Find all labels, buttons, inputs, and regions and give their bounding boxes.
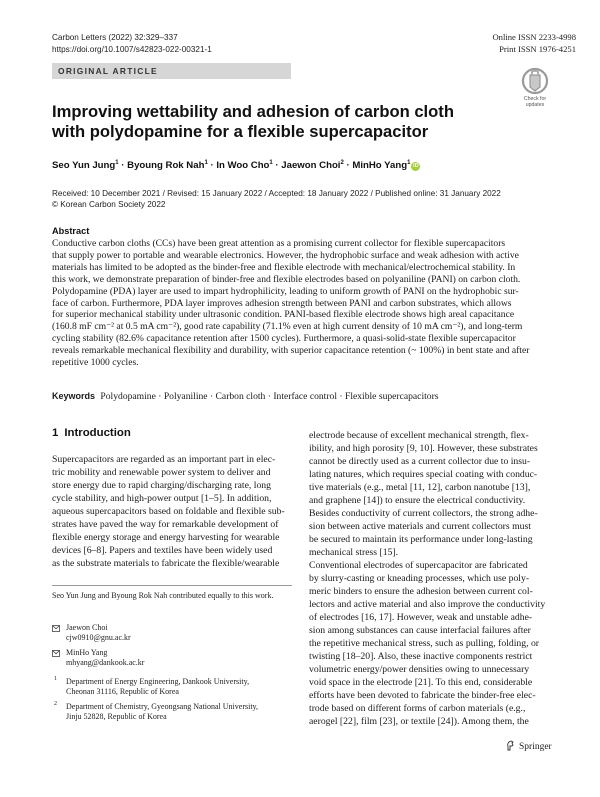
author-name[interactable]: MinHo Yang: [352, 160, 408, 172]
body-line: tive materials (e.g., metal [11, 12], carbon nanotube [13],: [309, 482, 531, 493]
affiliation-marker: 1: [204, 160, 208, 166]
check-for-updates-icon[interactable]: [517, 67, 553, 97]
doi-link[interactable]: https://doi.org/10.1007/s42823-022-00321-1: [52, 44, 212, 54]
affiliation-marker: 1: [407, 160, 411, 166]
body-line: strates have paved the way for remarkable development of: [52, 519, 279, 530]
affiliation-marker: 1: [269, 160, 273, 166]
article-title: Improving wettability and adhesion of carbon cloth with polydopamine for a flexible supercapacitor: [52, 102, 454, 141]
abstract-body: [52, 238, 552, 369]
affiliation-2-line2: Jinju 52828, Republic of Korea: [66, 712, 167, 721]
springer-horse-icon: [506, 740, 516, 751]
abstract-heading: Abstract: [52, 226, 90, 236]
affiliation-number-1: 1: [54, 676, 57, 682]
footnote-divider: [52, 585, 292, 586]
body-line: and graphene [14]) to ensure the electrical conductivity.: [309, 495, 526, 506]
author-list: Seo Yun Jung$^1$ · Byoung Rok Nah$^1$ · In Woo Cho$^1$ · Jaewon Choi$^2$ · MinHo Yang$^1$iD: [52, 160, 419, 172]
abstract-line: reveals remarkable mechanical flexibility and durability, with superior capacitance retention (~ 100%) in bent state and after: [52, 345, 530, 357]
body-line: lating natures, which requires special coating with conduc-: [309, 469, 538, 480]
article-type-badge: ORIGINAL ARTICLE: [52, 63, 291, 79]
publisher-name: Springer: [519, 742, 552, 752]
abstract-line: this work, we demonstrate preparation of binder-free and flexible electrodes based on polyaniline (PANI) on carbon cloth.: [52, 273, 521, 285]
envelope-icon: [52, 650, 60, 657]
left-column: [52, 453, 292, 570]
body-line: Conventional electrodes of supercapacitor are fabricated: [309, 560, 528, 571]
abstract-line: materials has limited to be adopted as the binder-free and flexible electrode with mechanical/electrochemical stability. In: [52, 261, 516, 273]
body-line: cycle stability, and high-power output [1–5]. In addition,: [52, 493, 272, 504]
running-header-right: [492, 32, 576, 55]
body-line: sion among substances can cause interfacial failures after: [309, 625, 531, 636]
journal-citation: Carbon Letters (2022) 32:329–337: [52, 33, 178, 42]
history-dates: Received: 10 December 2021 / Revised: 15 January 2022 / Accepted: 18 January 2022 / Published online: 31 January 2022: [52, 189, 501, 198]
copyright: © Korean Carbon Society 2022: [52, 200, 166, 209]
corresponding-author-2: MinHo Yang: [66, 648, 108, 657]
affiliation-1-line2: Cheonan 31116, Republic of Korea: [66, 687, 179, 696]
body-line: aerogel [22], film [23], or textile [24]). Among them, the: [309, 716, 529, 727]
body-line: be secured to maintain its performance under long-lasting: [309, 534, 533, 545]
affiliation-2-line1: Department of Chemistry, Gyeongsang National University,: [66, 702, 259, 711]
body-line: volumetric energy/power densities owing to unnecessary: [309, 664, 530, 675]
body-line: trode based on different forms of carbon materials (e.g.,: [309, 703, 526, 714]
abstract-line: Polydopamine (PDA) layer are used to impart hydrophilicity, leading to uniform growth of PANI on the hydrophobic sur-: [52, 285, 519, 297]
body-line: lectors and active material and also improve the conductivity: [309, 599, 546, 610]
author-name[interactable]: Seo Yun Jung: [52, 160, 116, 172]
running-header-left: [52, 32, 212, 55]
publication-dates: [52, 188, 501, 210]
body-line: electrode because of excellent mechanical strength, flex-: [309, 430, 529, 441]
body-line: flexible energy storage and energy harvesting for wearable: [52, 532, 280, 543]
section-title: Introduction: [64, 427, 131, 439]
affiliation-marker: 1: [115, 160, 119, 166]
body-line: of electrodes [16, 17]. However, weak and unstable adhe-: [309, 612, 533, 623]
email-link-1[interactable]: cjw0910@gnu.ac.kr: [66, 633, 131, 642]
body-line: efforts have been devoted to fabricate the binder-free elec-: [309, 690, 536, 701]
body-line: ibility, and high porosity [9, 10]. However, these substrates: [309, 443, 538, 454]
abstract-line: Conductive carbon cloths (CCs) have been great attention as a promising current collector for flexible supercapacitors: [52, 238, 506, 249]
abstract-line: face of carbon. Furthermore, PDA layer improves adhesion strength between PANI and carbon substrates, which allows: [52, 297, 512, 309]
equal-contribution-note: Seo Yun Jung and Byoung Rok Nah contributed equally to this work.: [52, 591, 274, 600]
orcid-icon[interactable]: iD: [413, 163, 419, 170]
abstract-line: for superior mechanical stability under ultrasonic condition. PANI-based flexible electrode shows high areal capacitance: [52, 309, 515, 321]
check-for-updates-label[interactable]: Check for updates: [523, 96, 547, 108]
abstract-line: that supply power to portable and wearable electronics. However, the hydrophobic surface and weak adhesion with active: [52, 249, 519, 261]
author-name[interactable]: Byoung Rok Nah: [127, 160, 205, 172]
body-line: void space in the electrode [21]. To this end, considerable: [309, 677, 533, 688]
body-line: as the substrate materials to fabricate the flexible/wearable: [52, 558, 280, 569]
springer-logo: [506, 740, 552, 752]
body-line: cannot be directly used as a current collector due to insu-: [309, 456, 531, 467]
abstract-line: cycling stability (82.6% capacitance retention after 1500 cycles). Furthermore, a quasi-solid-state flexible supercapacitor: [52, 333, 516, 345]
keywords: [52, 391, 439, 402]
keywords-list: Polydopamine · Polyaniline · Carbon cloth · Interface control · Flexible supercapacitors: [100, 391, 439, 402]
body-line: by slurry-casting or kneading processes, which use poly-: [309, 573, 530, 584]
body-line: store energy due to rapid charging/discharging rate, long: [52, 480, 271, 491]
body-line: mechanical stress [15].: [309, 547, 399, 558]
print-issn: Print ISSN 1976-4251: [499, 43, 576, 54]
body-line: the repetitive mechanical stress, such as pulling, folding, or: [309, 638, 540, 649]
keywords-label: Keywords: [52, 391, 96, 401]
abstract-line: repetitive 1000 cycles.: [52, 357, 139, 369]
author-name[interactable]: In Woo Cho: [216, 160, 270, 172]
body-line: tric mobility and renewable power system to deliver and: [52, 467, 271, 478]
abstract-line: (160.8 mF cm⁻² at 0.5 mA cm⁻²), good rate capability (71.1% even at high current density of 10 mA cm⁻²), and long-term: [52, 321, 523, 333]
corresponding-author-1: Jaewon Choi: [66, 623, 108, 632]
affiliation-number-2: 2: [54, 701, 57, 707]
affiliation-marker: 2: [340, 160, 344, 166]
right-column: [309, 429, 550, 728]
email-link-2[interactable]: mhyang@dankook.ac.kr: [66, 658, 145, 667]
body-line: twisting [18–20]. Also, these inactive components restrict: [309, 651, 533, 662]
body-line: aqueous supercapacitors based on foldable and flexible sub-: [52, 506, 285, 517]
online-issn: Online ISSN 2233-4998: [492, 32, 576, 42]
body-line: Supercapacitors are regarded as an important part in elec-: [52, 454, 276, 465]
body-line: Besides conductivity of current collectors, the strong adhe-: [309, 508, 538, 519]
body-line: meric binders to ensure the adhesion between current col-: [309, 586, 533, 597]
body-line: devices [6–8]. Papers and textiles have been widely used: [52, 545, 273, 556]
envelope-icon: [52, 625, 60, 632]
author-name[interactable]: Jaewon Choi: [281, 160, 341, 172]
affiliation-1-line1: Department of Energy Engineering, Dankook University,: [66, 677, 250, 686]
section-heading: [52, 427, 137, 439]
section-number: 1: [52, 427, 59, 439]
body-line: sion between active materials and current collectors must: [309, 521, 531, 532]
